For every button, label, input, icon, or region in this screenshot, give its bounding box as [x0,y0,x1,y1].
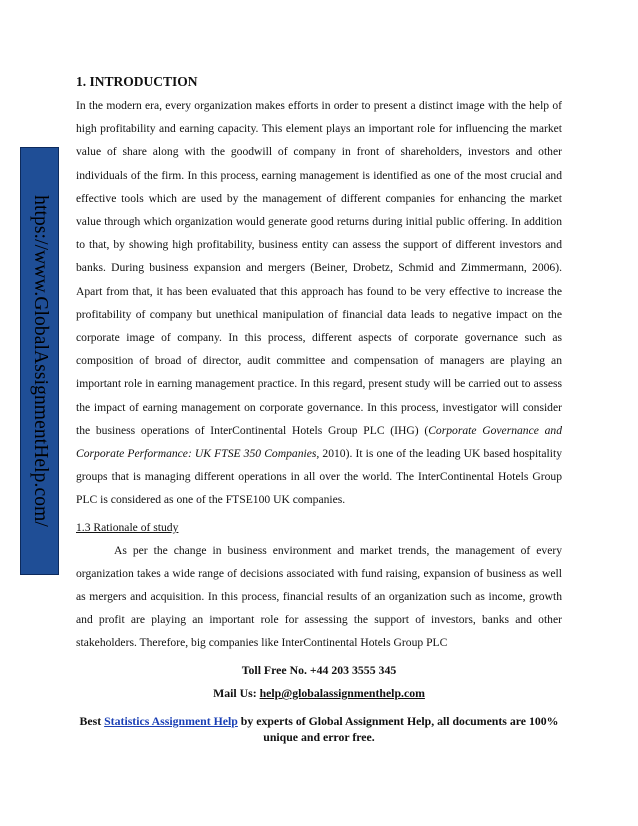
intro-text-2: 2010). It is one of the leading UK based hospitality groups that is managing different operations in all over the world. The InterContinental Hotels Group PLC is considered as one of the FTSE100 UK companies. [76,447,563,507]
mail-address-link[interactable]: help@globalassignmenthelp.com [259,686,425,700]
promo-prefix: Best [79,714,105,728]
rationale-paragraph: As per the change in business environment and market trends, the management of every organization takes a wide range of decisions associated with fund raising, expansion of business as well as mergers and acquisition. In this process, financial results of an organization such as income, growth and profit are playing an important role for assessing the support of investors, banks and other stakeholders. Therefore, big companies like InterContinental Hotels Group PLC [76,543,562,650]
page-footer [76,661,562,745]
mail-line [76,684,562,703]
promo-suffix: by experts of Global Assignment Help, all documents are 100% unique and error free. [237,714,559,744]
mail-label: Mail Us: [213,686,260,700]
subsection-heading: 1.3 Rationale of study [76,520,179,534]
intro-citation-title: Corporate Governance and Corporate Performance: UK FTSE 350 Companies, [76,423,562,461]
promo-note [76,713,562,745]
watermark-url: https://www.GlobalAssignmentHelp.com/ [29,195,51,527]
watermark-banner [20,147,59,575]
document-body [76,72,562,655]
section-heading: 1. INTRODUCTION [76,74,198,89]
intro-text-1: In the modern era, every organization makes efforts in order to present a distinct image with the help of high profitability and earning capacity. This element plays an important role for influencing the market value of share along with the goodwill of company in front of shareholders, investors and other individuals of the firm. In this process, earning management is identified as one of the most crucial and effective tools which are used by the management of different companies for enhancing the market value through which organization would generate good returns during initial public offering. In addition to that, by showing high profitability, business entity can assess the support of different investors and banks. During business expansion and mergers (Beiner, Drobetz, Schmid and Zimmermann, 2006). Apart from that, it has been evaluated that this approach has found to be very effective to increase the profitability of company but unethical manipulation of financial data leads to negative impact on the corporate image of company. In this process, different aspects of corporate governance such as composition of broad of director, audit committee and compensation of managers are playing an important role in earning management practice. In this regard, present study will be carried out to assess the impact of earning management on corporate governance. In this process, investigator will consider the business operations of InterContinental Hotels Group PLC (IHG) ( [76,99,562,437]
intro-paragraph [76,94,562,512]
toll-free-number: Toll Free No. +44 203 3555 345 [241,663,397,677]
statistics-assignment-help-link[interactable]: Statistics Assignment Help [104,714,238,728]
